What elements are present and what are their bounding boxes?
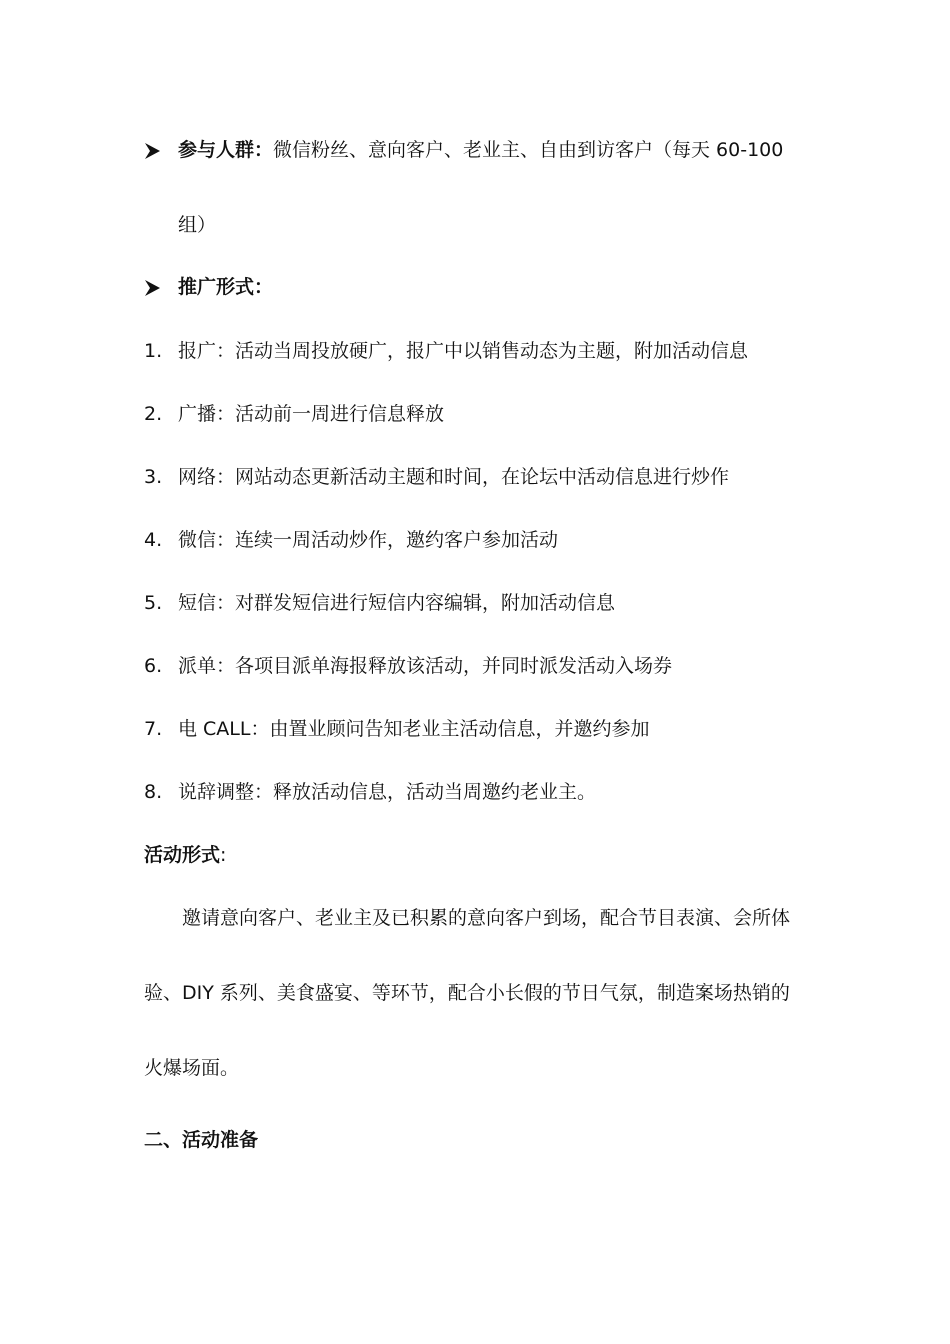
list-number: 7. [144,718,163,740]
list-number: 4. [144,529,163,551]
list-item: 短信：对群发短信进行短信内容编辑，附加活动信息 [178,592,616,614]
activity-form-heading: 活动形式 [144,844,221,866]
participants-line-continued: 组） [178,214,217,236]
activity-form-paragraph-line-1: 邀请意向客户、老业主及已积累的意向客户到场，配合节目表演、会所体 [182,907,791,929]
section-heading: 二、活动准备 [144,1129,259,1151]
list-number: 2. [144,403,163,425]
activity-form-heading-line [144,842,226,868]
arrow-bullet-icon [144,278,162,298]
participants-line [178,137,783,163]
list-number: 3. [144,466,163,488]
promotion-heading: 推广形式： [178,276,274,298]
arrow-bullet-icon [144,141,162,161]
list-number: 6. [144,655,163,677]
list-item: 派单：各项目派单海报释放该活动，并同时派发活动入场券 [178,655,673,677]
activity-form-paragraph-line-2: 验、DIY 系列、美食盛宴、等环节，配合小长假的节日气氛，制造案场热销的 [144,982,790,1004]
participants-label: 参与人群： [178,139,274,161]
list-item: 报广：活动当周投放硬广，报广中以销售动态为主题，附加活动信息 [178,340,749,362]
list-item: 说辞调整：释放活动信息，活动当周邀约老业主。 [178,781,597,803]
list-number: 5. [144,592,163,614]
list-number: 1. [144,340,163,362]
list-item: 广播：活动前一周进行信息释放 [178,403,445,425]
list-item: 微信：连续一周活动炒作，邀约客户参加活动 [178,529,559,551]
activity-form-colon: : [220,844,227,866]
participants-text: 微信粉丝、意向客户、老业主、自由到访客户（每天 60-100 [273,139,784,161]
list-item: 电 CALL：由置业顾问告知老业主活动信息，并邀约参加 [178,718,650,740]
list-number: 8. [144,781,163,803]
activity-form-paragraph-line-3: 火爆场面。 [144,1057,240,1079]
list-item: 网络：网站动态更新活动主题和时间，在论坛中活动信息进行炒作 [178,466,730,488]
